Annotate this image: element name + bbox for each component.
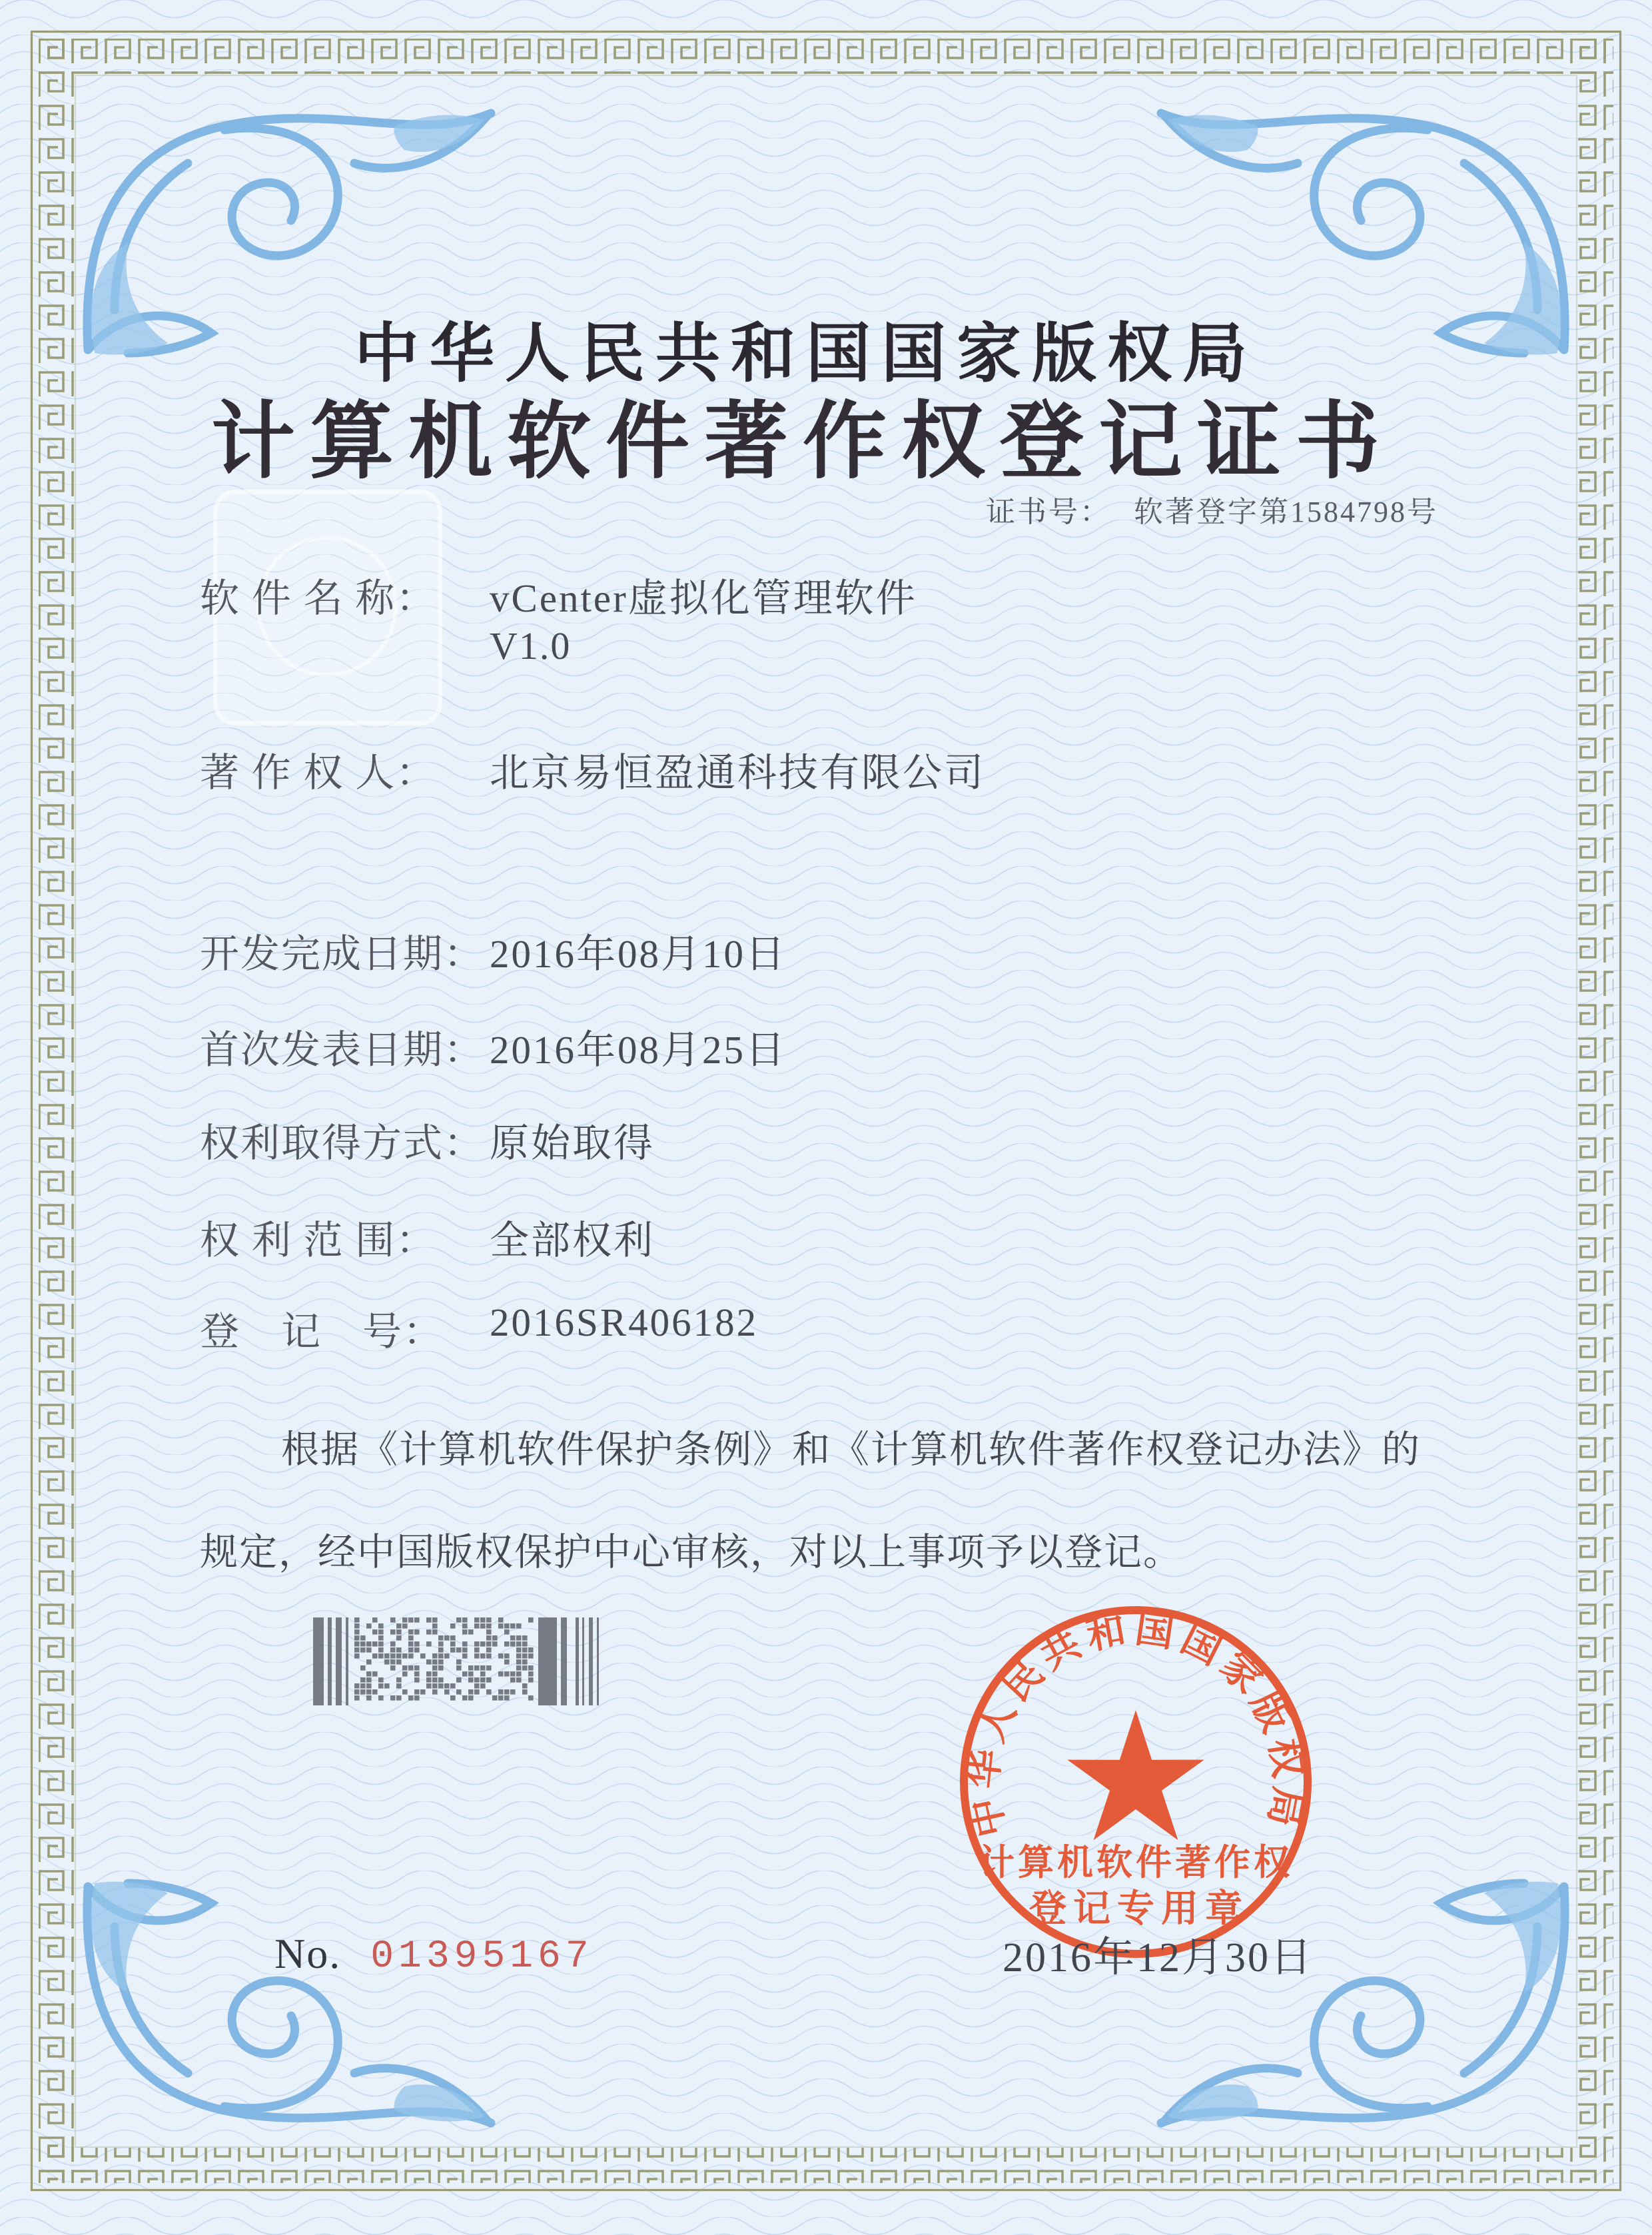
- registration-statement-line2: 规定，经中国版权保护中心审核，对以上事项予以登记。: [200, 1532, 1182, 1573]
- field-value: vCenter虚拟化管理软件: [490, 576, 917, 620]
- field-row-rights-acquisition: [200, 1111, 1499, 1164]
- field-row-software-name: [200, 566, 1499, 620]
- seal-date: 2016年12月30日: [1003, 1935, 1314, 1981]
- field-label: 开发完成日期：: [200, 932, 485, 976]
- field-row-dev-complete-date: [200, 922, 1499, 975]
- flourish-bottom-left: [87, 1882, 491, 2123]
- field-label: 软 件 名 称：: [200, 576, 437, 620]
- certificate-number-value: 软著登字第1584798号: [1134, 496, 1438, 528]
- registration-statement-line1: 根据《计算机软件保护条例》和《计算机软件著作权登记办法》的: [281, 1429, 1421, 1471]
- issuer-title: 中华人民共和国国家版权局: [354, 318, 1258, 390]
- field-label: 权利取得方式：: [200, 1121, 485, 1165]
- official-seal: [954, 1600, 1318, 1964]
- serial-number: 01395167: [370, 1935, 594, 1979]
- field-value: 全部权利: [490, 1218, 655, 1262]
- serial-prefix: No.: [274, 1930, 342, 1977]
- seal-text-line1: 计算机软件著作权: [979, 1843, 1293, 1883]
- field-value: 原始取得: [490, 1121, 655, 1165]
- seal-text-line2: 登记专用章: [1029, 1889, 1249, 1930]
- certificate-title: 计算机软件著作权登记证书: [211, 396, 1394, 489]
- field-label: 著 作 权 人：: [200, 751, 437, 795]
- software-version: V1.0: [490, 624, 572, 668]
- field-label: 登 记 号：: [200, 1310, 444, 1354]
- field-row-rights-scope: [200, 1208, 1499, 1262]
- field-label: 首次发表日期：: [200, 1028, 485, 1072]
- field-value: 2016SR406182: [490, 1300, 759, 1344]
- serial-number-row: [274, 1929, 594, 1979]
- field-value: 2016年08月25日: [490, 1028, 787, 1072]
- field-value: 北京易恒盈通科技有限公司: [490, 751, 986, 795]
- certificate-number-label: 证书号：: [986, 496, 1111, 528]
- field-row-first-publish-date: [200, 1018, 1499, 1071]
- field-row-copyright-owner: [200, 741, 1499, 794]
- field-row-registration-number: [200, 1300, 1499, 1353]
- star-icon: [1067, 1710, 1204, 1840]
- pdf417-barcode: [313, 1617, 620, 1705]
- field-value: 2016年08月10日: [490, 932, 787, 976]
- seal-arc-text: 中华人民共和国国家版权局: [961, 1607, 1311, 1841]
- field-label: 权 利 范 围：: [200, 1218, 437, 1262]
- certificate-number-row: [986, 488, 1438, 530]
